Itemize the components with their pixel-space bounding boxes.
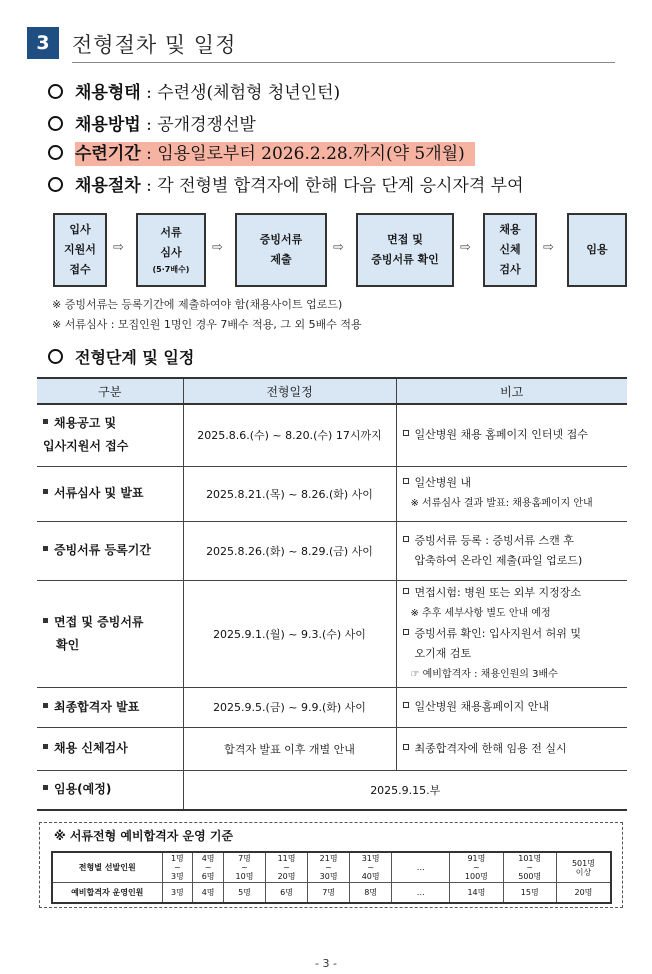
square-bullet-icon	[403, 629, 409, 635]
flow-step-line: 증빙서류 확인	[371, 253, 439, 266]
remark-line: 일산병원 채용 홈페이지 인터넷 접수	[414, 428, 588, 442]
stage-label: 채용공고 및	[54, 416, 117, 431]
item-separator: :	[140, 115, 158, 135]
square-bullet-icon	[403, 536, 409, 542]
date-cell: 2025.8.26.(화) ~ 8.29.(금) 사이	[183, 521, 396, 580]
flow-step-line: 신체	[499, 243, 521, 256]
note-proof-documents: ※ 증빙서류는 등록기간에 제출하여야 함(채용사이트 업로드)	[52, 298, 343, 311]
stage-label: 채용 신체검사	[54, 741, 128, 755]
square-bullet-icon	[403, 478, 409, 484]
flow-step-document-review	[136, 213, 206, 287]
count-cell: 15명	[503, 883, 556, 903]
flow-step-application	[53, 213, 107, 287]
flow-step-line: 채용	[499, 223, 521, 236]
square-bullet-icon	[43, 744, 48, 749]
count-cell: 7명	[308, 883, 350, 903]
square-bullet-icon	[403, 744, 409, 750]
stage-label: 증빙서류 등록기간	[54, 543, 151, 557]
range-to: 100명	[464, 872, 488, 881]
square-bullet-icon	[403, 588, 409, 594]
preliminary-title: ※ 서류전형 예비합격자 운영 기준	[54, 829, 234, 843]
flow-step-line: 임용	[586, 243, 608, 256]
section-divider	[72, 62, 615, 63]
range-ellipsis: …	[416, 863, 425, 872]
flow-step-line: 지원서	[64, 243, 96, 256]
flow-step-note: (5·7배수)	[152, 265, 190, 274]
section-number: 3	[27, 27, 59, 59]
square-bullet-icon	[403, 702, 409, 708]
count-cell: 14명	[450, 883, 503, 903]
remark-line: ☞ 예비합격자 : 채용인원의 3배수	[410, 668, 558, 680]
highlight	[75, 142, 475, 166]
range-sep: ~	[204, 863, 212, 872]
column-header: 비고	[396, 378, 627, 404]
column-header: 구분	[37, 378, 183, 404]
preliminary-table	[51, 851, 612, 904]
date-cell: 2025.9.1.(월) ~ 9.3.(수) 사이	[183, 580, 396, 687]
arrow-right-icon: ⇨	[113, 240, 124, 255]
schedule-heading-row	[48, 345, 194, 371]
remarks-cell	[396, 521, 627, 580]
arrow-right-icon: ⇨	[333, 240, 344, 255]
circle-bullet-icon	[48, 145, 63, 160]
count-cell: 4명	[193, 883, 224, 903]
date-cell: 2025.8.21.(목) ~ 8.26.(화) 사이	[183, 466, 396, 521]
count-cell: 20명	[556, 883, 611, 903]
stage-cell	[37, 727, 183, 770]
square-bullet-icon	[43, 419, 48, 424]
remark-line: 증빙서류 등록 : 증빙서류 스캔 후	[414, 533, 574, 547]
item-value: 각 전형별 합격자에 한해 다음 단계 응시자격 부여	[157, 176, 524, 196]
item-separator: :	[140, 83, 158, 103]
item-employment-type	[48, 80, 340, 106]
flow-step-medical-exam	[483, 213, 537, 287]
flow-step-line: 제출	[270, 253, 292, 266]
table-header-row	[37, 378, 627, 404]
stage-cell	[37, 521, 183, 580]
remarks-cell	[396, 580, 627, 687]
range-to: 30명	[319, 872, 338, 881]
range-from: 31명	[361, 854, 380, 863]
circle-bullet-icon	[48, 349, 63, 364]
range-to: 10명	[235, 872, 254, 881]
remark-line: 증빙서류 확인: 입사지원서 허위 및	[414, 626, 581, 640]
range-sep: ~	[283, 863, 290, 872]
arrow-right-icon: ⇨	[460, 240, 471, 255]
range-sep: ~	[174, 863, 181, 872]
square-bullet-icon	[43, 618, 48, 623]
stage-cell	[37, 404, 183, 466]
arrow-right-icon: ⇨	[212, 240, 223, 255]
flow-step-line: 접수	[69, 263, 91, 276]
range-from: 7명	[238, 854, 251, 863]
flow-step-line: 서류	[160, 226, 182, 239]
item-label: 채용형태	[75, 83, 141, 103]
table-row	[37, 521, 627, 580]
circle-bullet-icon	[48, 116, 63, 131]
range-sep: ~	[241, 863, 248, 872]
date-cell: 2025.9.15.부	[183, 770, 627, 810]
flow-step-line: 검사	[499, 263, 521, 276]
table-row	[37, 687, 627, 727]
range-cell	[350, 852, 392, 883]
remark-line: ※ 서류심사 결과 발표: 채용홈페이지 안내	[410, 498, 593, 509]
item-label: 수련기간	[75, 144, 141, 164]
stage-cell	[37, 687, 183, 727]
stage-cell	[37, 580, 183, 687]
stage-label: 면접 및 증빙서류	[54, 614, 144, 629]
item-label: 채용방법	[75, 115, 141, 135]
flow-step-interview	[356, 213, 454, 287]
item-value: 임용일로부터 2026.2.28.까지(약 5개월)	[157, 144, 465, 164]
range-from: 1명	[170, 854, 184, 863]
stage-label: 서류심사 및 발표	[54, 486, 144, 500]
flow-step-line: 심사	[160, 246, 182, 259]
schedule-table	[37, 377, 627, 811]
range-cell	[556, 852, 611, 883]
range-cell	[266, 852, 308, 883]
count-cell: 3명	[162, 883, 193, 903]
remarks-cell	[396, 404, 627, 466]
range-to: 6명	[201, 872, 215, 881]
square-bullet-icon	[43, 546, 48, 551]
range-from: 101명	[518, 854, 542, 863]
flow-step-line: 증빙서류	[259, 233, 303, 246]
table-row	[52, 883, 611, 903]
stage-label: 입사지원서 접수	[43, 439, 129, 454]
range-cell	[162, 852, 193, 883]
range-cell	[223, 852, 265, 883]
count-cell: 5명	[223, 883, 265, 903]
schedule-heading: 전형단계 및 일정	[75, 348, 195, 367]
table-row	[37, 580, 627, 687]
item-separator: :	[140, 176, 158, 196]
stage-label: 최종합격자 발표	[54, 699, 140, 714]
remark-line: 일산병원 채용홈페이지 안내	[414, 700, 550, 713]
range-from: 11명	[277, 854, 296, 863]
range-sep: ~	[325, 863, 332, 872]
item-training-period	[48, 141, 475, 167]
circle-bullet-icon	[48, 84, 63, 99]
table-row	[37, 404, 627, 466]
item-hiring-procedure	[48, 173, 524, 199]
date-cell: 합격자 발표 이후 개별 안내	[183, 727, 396, 770]
section-title: 전형절차 및 일정	[72, 33, 237, 57]
range-cell	[503, 852, 556, 883]
remark-line: ※ 추후 세부사항 별도 안내 예정	[410, 607, 551, 619]
table-row	[37, 727, 627, 770]
range-cell	[450, 852, 503, 883]
range-to: 3명	[170, 872, 184, 881]
stage-label: 임용(예정)	[54, 782, 112, 797]
range-sep: ~	[367, 863, 375, 872]
item-label: 채용절차	[75, 176, 141, 196]
range-from: 4명	[201, 854, 215, 863]
column-header: 전형일정	[183, 378, 396, 404]
row-label: 예비합격자 운영인원	[52, 883, 162, 903]
range-to: 40명	[361, 872, 380, 881]
flow-step-line: 면접 및	[387, 233, 423, 246]
square-bullet-icon	[403, 430, 409, 436]
range-to: 20명	[277, 872, 296, 881]
range-note: 이상	[575, 867, 592, 877]
flow-step-line: 입사	[69, 223, 91, 236]
remark-line: 일산병원 내	[414, 476, 472, 489]
date-cell: 2025.9.5.(금) ~ 9.9.(화) 사이	[183, 687, 396, 727]
row-label: 전형별 선발인원	[52, 852, 162, 883]
range-sep: ~	[526, 863, 534, 872]
note-document-review: ※ 서류심사 : 모집인원 1명인 경우 7배수 적용, 그 외 5배수 적용	[52, 318, 362, 331]
range-from: 21명	[319, 854, 338, 863]
table-row	[37, 466, 627, 521]
date-cell: 2025.8.6.(수) ~ 8.20.(수) 17시까지	[183, 404, 396, 466]
stage-cell	[37, 466, 183, 521]
item-hiring-method	[48, 112, 256, 138]
circle-bullet-icon	[48, 177, 63, 192]
remark-line: 오기재 검토	[414, 646, 472, 660]
range-from: 91명	[467, 854, 486, 863]
count-cell: …	[392, 883, 450, 903]
range-cell	[308, 852, 350, 883]
count-cell: 6명	[266, 883, 308, 903]
item-value: 공개경쟁선발	[157, 115, 256, 135]
arrow-right-icon: ⇨	[543, 240, 554, 255]
remarks-cell	[396, 687, 627, 727]
item-separator: :	[140, 144, 158, 164]
range-to: 500명	[518, 872, 542, 881]
flow-step-proof-submission	[235, 213, 327, 287]
square-bullet-icon	[43, 785, 48, 790]
item-value: 수련생(체험형 청년인턴)	[157, 83, 341, 103]
square-bullet-icon	[43, 489, 48, 494]
remark-line: 최종합격자에 한해 임용 전 실시	[414, 741, 567, 755]
stage-label: 확인	[56, 637, 80, 652]
stage-cell	[37, 770, 183, 810]
square-bullet-icon	[43, 703, 48, 708]
remarks-cell	[396, 466, 627, 521]
remark-line: 압축하여 온라인 제출(파일 업로드)	[414, 553, 583, 567]
table-row	[37, 770, 627, 810]
range-sep: ~	[473, 863, 480, 872]
range-cell	[193, 852, 224, 883]
count-cell: 8명	[350, 883, 392, 903]
range-cell	[392, 852, 450, 883]
remarks-cell	[396, 727, 627, 770]
range-from: 501명	[571, 858, 595, 868]
page-number: - 3 -	[315, 957, 337, 970]
table-row	[52, 852, 611, 883]
flow-step-appointment	[567, 213, 627, 287]
remark-line: 면접시험: 병원 또는 외부 지정장소	[414, 585, 581, 599]
